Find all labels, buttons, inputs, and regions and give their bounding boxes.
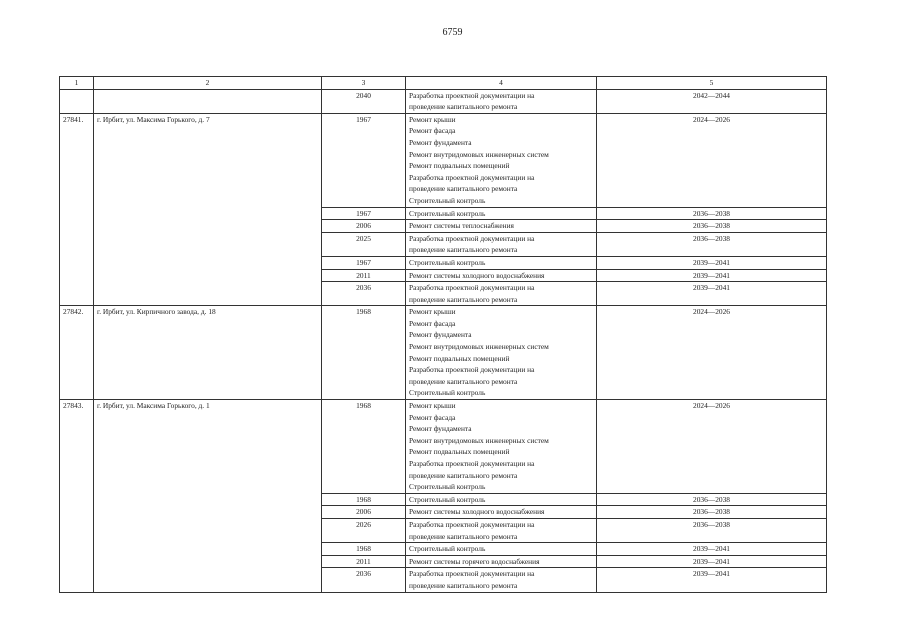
work-item: Разработка проектной документации на bbox=[409, 519, 535, 529]
table-row bbox=[60, 493, 827, 506]
address-cell bbox=[94, 555, 322, 568]
year-cell: 2036 bbox=[322, 568, 406, 592]
work-item: проведение капитального ремонта bbox=[409, 184, 518, 194]
table-row bbox=[60, 269, 827, 282]
work-item: Ремонт крыши bbox=[409, 114, 456, 124]
column-header: 4 bbox=[406, 77, 597, 90]
address-cell bbox=[94, 220, 322, 233]
table-row bbox=[60, 543, 827, 556]
address-cell bbox=[94, 518, 322, 542]
work-item: Разработка проектной документации на bbox=[409, 90, 535, 100]
work-item: проведение капитального ремонта bbox=[409, 376, 518, 386]
work-item: проведение капитального ремонта bbox=[409, 245, 518, 255]
work-item: Строительный контроль bbox=[409, 482, 486, 492]
row-number-cell bbox=[60, 269, 94, 282]
work-item: Ремонт крыши bbox=[409, 401, 456, 411]
address-cell: г. Ирбит, ул. Кирпичного завода, д. 18 bbox=[94, 306, 322, 400]
row-number-cell bbox=[60, 506, 94, 519]
address-cell bbox=[94, 207, 322, 220]
capital-repair-table bbox=[59, 76, 827, 593]
year-cell: 2025 bbox=[322, 232, 406, 256]
row-number-cell bbox=[60, 256, 94, 269]
work-item: Ремонт фасада bbox=[409, 126, 456, 136]
year-cell: 2006 bbox=[322, 506, 406, 519]
work-item: Ремонт фасада bbox=[409, 318, 456, 328]
table-row bbox=[60, 306, 827, 400]
work-item: Строительный контроль bbox=[409, 257, 486, 267]
period-cell: 2024—2026 bbox=[597, 400, 827, 494]
year-cell: 1968 bbox=[322, 543, 406, 556]
row-number-cell bbox=[60, 220, 94, 233]
work-item: Ремонт фундамента bbox=[409, 137, 472, 147]
works-cell bbox=[406, 306, 597, 400]
work-item: проведение капитального ремонта bbox=[409, 531, 518, 541]
row-number-cell bbox=[60, 282, 94, 306]
row-number-cell bbox=[60, 89, 94, 113]
work-item: проведение капитального ремонта bbox=[409, 102, 518, 112]
works-cell bbox=[406, 543, 597, 556]
works-cell bbox=[406, 269, 597, 282]
row-number-cell bbox=[60, 568, 94, 592]
period-cell: 2024—2026 bbox=[597, 306, 827, 400]
works-cell bbox=[406, 555, 597, 568]
works-cell bbox=[406, 506, 597, 519]
work-item: Разработка проектной документации на bbox=[409, 365, 535, 375]
address-cell bbox=[94, 543, 322, 556]
year-cell: 2006 bbox=[322, 220, 406, 233]
period-cell: 2039—2041 bbox=[597, 256, 827, 269]
year-cell: 1968 bbox=[322, 400, 406, 494]
works-cell bbox=[406, 220, 597, 233]
table-row bbox=[60, 400, 827, 494]
year-cell: 2011 bbox=[322, 555, 406, 568]
year-cell: 1967 bbox=[322, 256, 406, 269]
works-cell bbox=[406, 256, 597, 269]
work-item: Разработка проектной документации на bbox=[409, 569, 535, 579]
table-row bbox=[60, 207, 827, 220]
address-cell bbox=[94, 493, 322, 506]
period-cell: 2039—2041 bbox=[597, 282, 827, 306]
period-cell: 2039—2041 bbox=[597, 555, 827, 568]
period-cell: 2039—2041 bbox=[597, 269, 827, 282]
table-body bbox=[60, 89, 827, 592]
period-cell: 2039—2041 bbox=[597, 568, 827, 592]
table-row bbox=[60, 518, 827, 542]
period-cell: 2024—2026 bbox=[597, 113, 827, 207]
period-cell: 2036—2038 bbox=[597, 207, 827, 220]
work-item: Ремонт подвальных помещений bbox=[409, 447, 510, 457]
table-row bbox=[60, 555, 827, 568]
works-cell bbox=[406, 518, 597, 542]
address-cell bbox=[94, 506, 322, 519]
works-cell bbox=[406, 113, 597, 207]
work-item: Ремонт системы горячего водоснабжения bbox=[409, 556, 540, 566]
row-number-cell bbox=[60, 518, 94, 542]
work-item: Ремонт фасада bbox=[409, 412, 456, 422]
table-row bbox=[60, 89, 827, 113]
work-item: Ремонт фундамента bbox=[409, 330, 472, 340]
address-cell: г. Ирбит, ул. Максима Горького, д. 1 bbox=[94, 400, 322, 494]
table-row bbox=[60, 113, 827, 207]
works-cell bbox=[406, 89, 597, 113]
row-number-cell bbox=[60, 555, 94, 568]
table-row bbox=[60, 506, 827, 519]
work-item: Ремонт системы холодного водоснабжения bbox=[409, 270, 545, 280]
work-item: Ремонт подвальных помещений bbox=[409, 353, 510, 363]
work-item: Ремонт внутридомовых инженерных систем bbox=[409, 342, 549, 352]
works-cell bbox=[406, 232, 597, 256]
work-item: Строительный контроль bbox=[409, 388, 486, 398]
page-number: 6759 bbox=[442, 27, 463, 38]
works-cell bbox=[406, 400, 597, 494]
row-number-cell bbox=[60, 207, 94, 220]
address-cell bbox=[94, 256, 322, 269]
period-cell: 2036—2038 bbox=[597, 493, 827, 506]
address-cell bbox=[94, 89, 322, 113]
row-number-cell: 27841. bbox=[60, 113, 94, 207]
table-row bbox=[60, 568, 827, 592]
year-cell: 1967 bbox=[322, 207, 406, 220]
work-item: Ремонт внутридомовых инженерных систем bbox=[409, 435, 549, 445]
work-item: Разработка проектной документации на bbox=[409, 233, 535, 243]
works-cell bbox=[406, 207, 597, 220]
table-header-row bbox=[60, 77, 827, 90]
year-cell: 2011 bbox=[322, 269, 406, 282]
work-item: Разработка проектной документации на bbox=[409, 459, 535, 468]
work-item: Строительный контроль bbox=[409, 195, 486, 205]
column-header: 5 bbox=[597, 77, 827, 90]
row-number-cell: 27843. bbox=[60, 400, 94, 494]
work-item: Ремонт системы теплоснабжения bbox=[409, 221, 514, 231]
row-number-cell bbox=[60, 493, 94, 506]
period-cell: 2036—2038 bbox=[597, 506, 827, 519]
year-cell: 1967 bbox=[322, 113, 406, 207]
work-item: проведение капитального ремонта bbox=[409, 580, 518, 590]
year-cell: 2026 bbox=[322, 518, 406, 542]
column-header: 3 bbox=[322, 77, 406, 90]
work-item: проведение капитального ремонта bbox=[409, 470, 518, 480]
period-cell: 2042—2044 bbox=[597, 89, 827, 113]
works-cell bbox=[406, 568, 597, 592]
row-number-cell bbox=[60, 232, 94, 256]
column-header: 1 bbox=[60, 77, 94, 90]
table-row bbox=[60, 232, 827, 256]
work-item: Ремонт системы холодного водоснабжения bbox=[409, 507, 545, 517]
year-cell: 2040 bbox=[322, 89, 406, 113]
work-item: Ремонт подвальных помещений bbox=[409, 161, 510, 171]
year-cell: 1968 bbox=[322, 306, 406, 400]
period-cell: 2036—2038 bbox=[597, 220, 827, 233]
work-item: Разработка проектной документации на bbox=[409, 172, 535, 182]
row-number-cell bbox=[60, 543, 94, 556]
work-item: Строительный контроль bbox=[409, 494, 486, 504]
works-cell bbox=[406, 493, 597, 506]
address-cell bbox=[94, 269, 322, 282]
work-item: Ремонт фундамента bbox=[409, 424, 472, 434]
works-cell bbox=[406, 282, 597, 306]
table-row bbox=[60, 256, 827, 269]
year-cell: 2036 bbox=[322, 282, 406, 306]
period-cell: 2036—2038 bbox=[597, 232, 827, 256]
year-cell: 1968 bbox=[322, 493, 406, 506]
table-row bbox=[60, 282, 827, 306]
work-item: Ремонт крыши bbox=[409, 307, 456, 317]
work-item: проведение капитального ремонта bbox=[409, 294, 518, 304]
address-cell bbox=[94, 232, 322, 256]
address-cell bbox=[94, 568, 322, 592]
work-item: Ремонт внутридомовых инженерных систем bbox=[409, 149, 549, 159]
table-row bbox=[60, 220, 827, 233]
work-item: Разработка проектной документации на bbox=[409, 283, 535, 293]
column-header: 2 bbox=[94, 77, 322, 90]
work-item: Строительный контроль bbox=[409, 544, 486, 554]
address-cell: г. Ирбит, ул. Максима Горького, д. 7 bbox=[94, 113, 322, 207]
period-cell: 2036—2038 bbox=[597, 518, 827, 542]
address-cell bbox=[94, 282, 322, 306]
work-item: Строительный контроль bbox=[409, 208, 486, 218]
row-number-cell: 27842. bbox=[60, 306, 94, 400]
period-cell: 2039—2041 bbox=[597, 543, 827, 556]
